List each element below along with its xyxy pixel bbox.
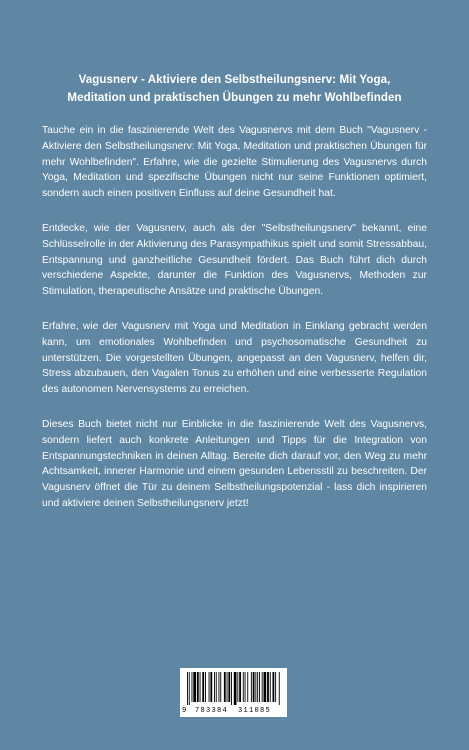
barcode-bar — [245, 672, 246, 702]
barcode-bar — [239, 672, 241, 702]
barcode-digits-right: 311085 — [238, 707, 272, 715]
barcode-bar — [219, 672, 220, 702]
barcode-bar — [210, 672, 212, 702]
barcode-bar — [253, 672, 255, 702]
barcode-bar — [255, 672, 256, 702]
book-title-line-2: Meditation und praktischen Übungen zu mehr Wohlbefinden — [67, 91, 402, 104]
barcode-bar — [262, 672, 263, 702]
barcode-bar — [197, 672, 199, 702]
barcode-bar — [264, 672, 267, 702]
barcode-bar — [247, 672, 248, 702]
barcode-bar — [234, 672, 237, 705]
barcode-bar — [193, 672, 196, 702]
blurb-paragraph-2: Entdecke, wie der Vagusnerv, auch als der "Selbstheilungsnerv" bekannt, eine Schlüsselrolle in der Aktivierung des Parasympathikus spielt und somit Stressabbau, Entspannung und ganzheitliche Gesundheit fördert. Das Buch führt dich durch verschiedene Aspekte, darunter die Funktion des Vagusnervs, Methoden zur Stimulation, therapeutische Ansätze und praktische Übungen. — [42, 222, 427, 298]
barcode-bar — [259, 672, 260, 702]
barcode-bar — [205, 672, 206, 702]
barcode-bar — [209, 672, 210, 702]
barcode-bar — [270, 672, 271, 702]
book-title — [40, 71, 429, 107]
barcode-bar — [187, 672, 188, 705]
barcode-bar — [227, 672, 228, 702]
barcode-bar — [251, 672, 252, 702]
blurb-paragraph-4: Dieses Buch bietet nicht nur Einblicke in die faszinierende Welt des Vagusnervs, sondern liefert auch konkrete Anleitungen und Tipps für die Integration von Entspannungstechniken in deinen Alltag. Bereite dich darauf vor, den Weg zu mehr Achtsamkeit, innerer Harmonie und einem gesunden Lebensstil zu beschreiten. Der Vagusnerv öffnet die Tür zu deinem Selbstheilungspotenzial - lass dich inspirieren und aktiviere deinen Selbstheilungsnerv jetzt! — [42, 418, 427, 509]
barcode-bar — [189, 672, 190, 705]
barcode-bar — [192, 672, 193, 702]
barcode-bar — [231, 672, 232, 705]
book-title-line-1: Vagusnerv - Aktiviere den Selbstheilungsnerv: Mit Yoga, — [78, 73, 391, 86]
barcode-bar — [200, 672, 201, 702]
barcode-bars — [187, 672, 280, 705]
barcode-bar — [273, 672, 275, 702]
blurb-paragraph-1: Tauche ein in die faszinierende Welt des Vagusnervs mit dem Buch "Vagusnerv - Aktiviere den Selbstheilungsnerv: Mit Yoga, Meditation und praktischen Übungen für mehr Wohlbefinden". Erfahre, wie die gezielte Stimulierung des Vagusnervs durch Yoga, Meditation und spezifische Übungen nicht nur seine Funktionen optimiert, sondern auch einen positiven Einfluss auf deine Gesundheit hat. — [42, 125, 427, 200]
barcode-bar — [279, 672, 280, 705]
barcode-digit-first: 9 — [182, 707, 187, 715]
barcode-bar — [275, 672, 276, 702]
isbn-barcode — [180, 668, 287, 717]
barcode-bar — [220, 672, 221, 702]
barcode-bar — [214, 672, 215, 702]
barcode-bar — [202, 672, 204, 702]
barcode-bar — [257, 672, 258, 702]
blurb — [42, 123, 427, 531]
blurb-paragraph-3: Erfahre, wie der Vagusnerv mit Yoga und Meditation in Einklang gebracht werden kann, um emotionales Wohlbefinden und psychosomatische Gesundheit zu unterstützen. Die vorgestellten Übungen, angepasst an den Vagusnerv, helfen dir, Stress abzubauen, den Vagalen Tonus zu erhöhen und eine verbesserte Regulation des autonomen Nervensystems zu erreichen. — [42, 320, 427, 396]
barcode-bar — [237, 672, 238, 702]
barcode-digits-left: 783384 — [195, 707, 229, 715]
barcode-bar — [224, 672, 226, 702]
barcode-bar — [243, 672, 244, 702]
barcode-bar — [216, 672, 217, 702]
barcode-bar — [267, 672, 269, 702]
barcode-bar — [228, 672, 230, 702]
